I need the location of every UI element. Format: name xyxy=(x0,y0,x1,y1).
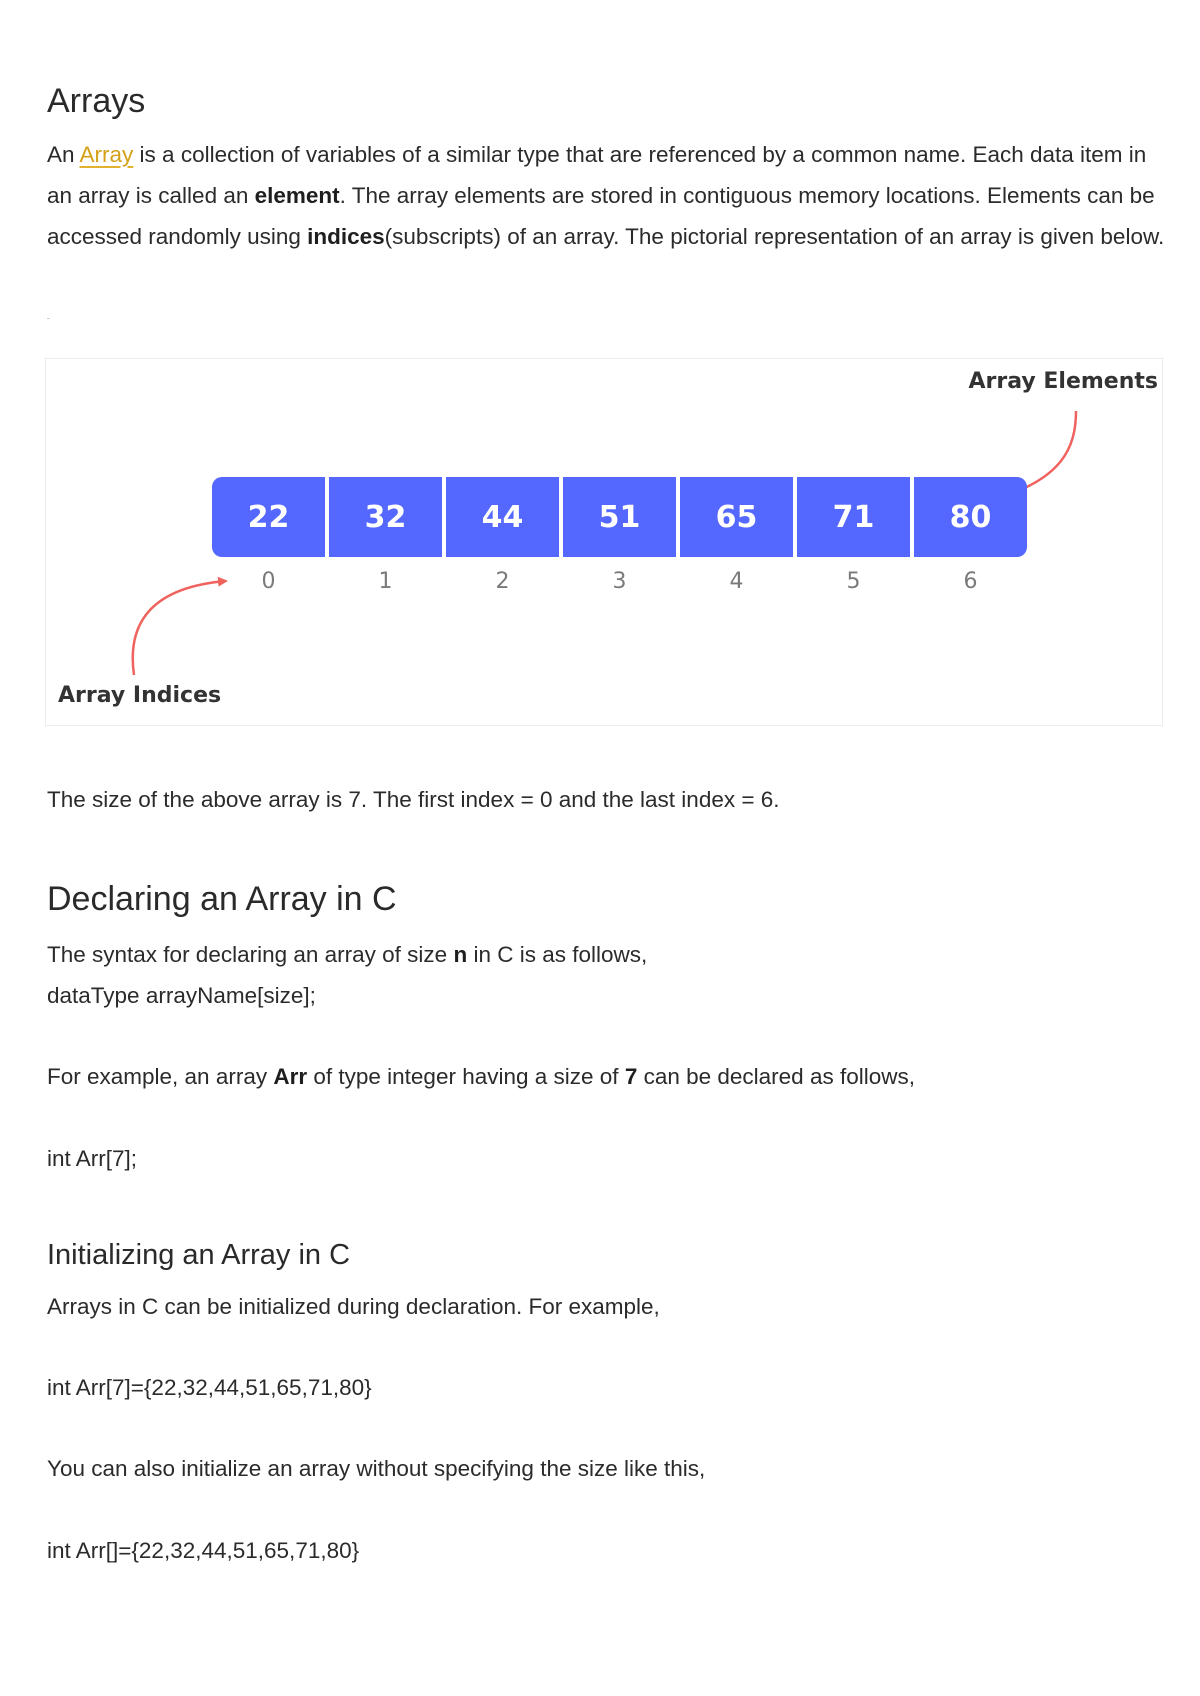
size-sentence: The size of the above array is 7. The first index = 0 and the last index = 6. xyxy=(47,787,780,812)
array-cell: 32 xyxy=(329,477,442,557)
heading-arrays: Arrays xyxy=(47,82,146,120)
divider-dot xyxy=(47,318,50,319)
indices-arrow xyxy=(133,581,226,675)
array-index: 3 xyxy=(612,569,627,594)
array-cell: 71 xyxy=(797,477,910,557)
array-elements-label: Array Elements xyxy=(968,369,1158,394)
array-index-row xyxy=(212,569,1031,594)
syntax-intro xyxy=(47,934,647,975)
array-index: 5 xyxy=(846,569,861,594)
array-cell: 22 xyxy=(212,477,325,557)
intro-text-2: . The array elements are stored in contiguous memory locations. Elements can be accessed randomly using xyxy=(47,183,1155,249)
array-cell: 80 xyxy=(914,477,1027,557)
declare-code: int Arr[7]; xyxy=(47,1146,138,1171)
array-index: 6 xyxy=(963,569,978,594)
term-seven: 7 xyxy=(624,1064,638,1089)
syntax-line: dataType arrayName[size]; xyxy=(47,983,316,1008)
syntax-intro-a: The syntax for declaring an array of size xyxy=(47,942,454,967)
term-indices: indices xyxy=(307,224,385,249)
example-text-e: can be declared as follows, xyxy=(637,1064,915,1089)
declare-example xyxy=(47,1056,915,1097)
array-diagram xyxy=(45,358,1163,726)
init-code-2: int Arr[]={22,32,44,51,65,71,80} xyxy=(47,1538,360,1563)
example-text-a: For example, an array xyxy=(47,1064,274,1089)
heading-declaring: Declaring an Array in C xyxy=(47,880,397,918)
heading-initializing: Initializing an Array in C xyxy=(47,1239,351,1271)
array-index: 0 xyxy=(261,569,276,594)
term-arr: Arr xyxy=(273,1064,308,1089)
example-text-c: of type integer having a size of xyxy=(307,1064,625,1089)
syntax-intro-c: in C is as follows, xyxy=(467,942,648,967)
array-link[interactable]: Array xyxy=(79,142,134,167)
array-index: 2 xyxy=(495,569,510,594)
array-cell: 65 xyxy=(680,477,793,557)
array-index: 1 xyxy=(378,569,393,594)
array-cell: 44 xyxy=(446,477,559,557)
intro-text-1: is a collection of variables of a similar type that are referenced by a common name. Each data item in an array is called an xyxy=(47,142,1147,208)
init-intro: Arrays in C can be initialized during declaration. For example, xyxy=(47,1294,660,1319)
term-n: n xyxy=(453,942,468,967)
array-cell: 51 xyxy=(563,477,676,557)
init-code-1: int Arr[7]={22,32,44,51,65,71,80} xyxy=(47,1375,372,1400)
array-indices-label: Array Indices xyxy=(58,683,222,708)
intro-text-3: (subscripts) of an array. The pictorial representation of an array is given below. xyxy=(384,224,1165,249)
intro-text-an: An xyxy=(47,142,80,167)
array-cells xyxy=(212,477,1027,557)
intro-paragraph xyxy=(47,134,1167,257)
term-element: element xyxy=(254,183,340,208)
array-index: 4 xyxy=(729,569,744,594)
init-no-size-intro: You can also initialize an array without specifying the size like this, xyxy=(47,1456,706,1481)
